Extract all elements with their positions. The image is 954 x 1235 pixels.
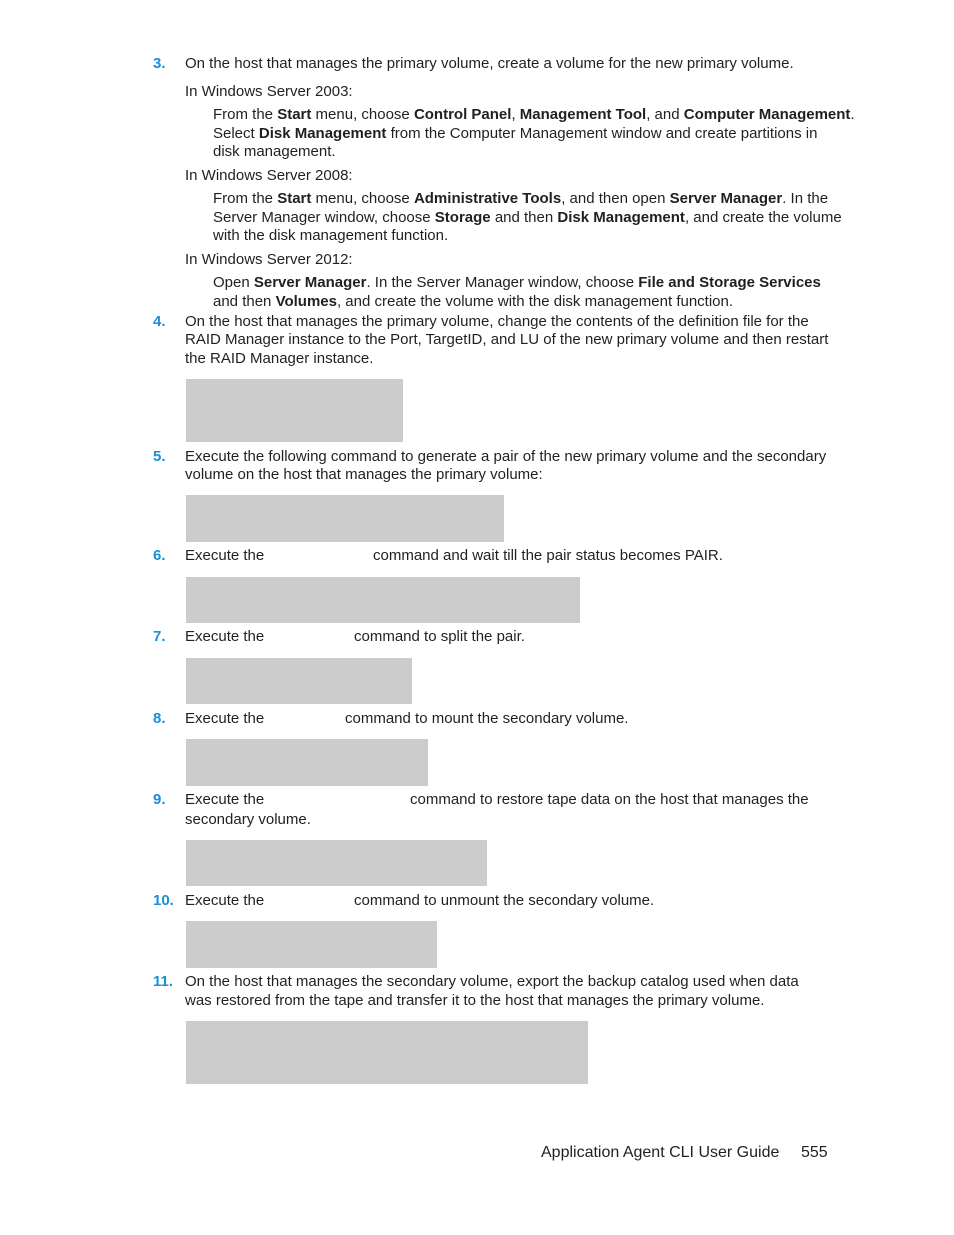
step-number: 11. xyxy=(153,973,174,990)
step-text: Execute the xyxy=(185,791,265,808)
step-text: command to unmount the secondary volume. xyxy=(354,892,655,909)
step-text: On the host that manages the primary volume, change the contents of the definition file for the xyxy=(185,313,809,330)
footer-title: Application Agent CLI User Guide xyxy=(541,1144,780,1161)
code-block xyxy=(186,577,580,623)
code-block xyxy=(186,495,504,542)
step-number: 3. xyxy=(153,55,166,72)
step-number: 6. xyxy=(153,547,166,564)
windows-2008-line: From the Start menu, choose Administrative Tools, and then open Server Manager. In the xyxy=(213,190,829,207)
step-number: 10. xyxy=(153,892,174,909)
step-text: was restored from the tape and transfer it to the host that manages the primary volume. xyxy=(185,992,765,1009)
windows-2003-line: From the Start menu, choose Control Panel, Management Tool, and Computer Management. xyxy=(213,106,855,123)
windows-2003-line: disk management. xyxy=(213,143,336,160)
step-text: On the host that manages the secondary volume, export the backup catalog used when data xyxy=(185,973,799,990)
step-number: 5. xyxy=(153,448,166,465)
step-text: command to mount the secondary volume. xyxy=(345,710,629,727)
step-text: RAID Manager instance to the Port, TargetID, and LU of the new primary volume and then restart xyxy=(185,331,829,348)
step-text: Execute the xyxy=(185,710,265,727)
step-text: the RAID Manager instance. xyxy=(185,350,374,367)
step-text: secondary volume. xyxy=(185,811,311,828)
code-block xyxy=(186,379,403,442)
step-text: command to split the pair. xyxy=(354,628,525,645)
windows-2012-heading: In Windows Server 2012: xyxy=(185,251,353,268)
step-text: command and wait till the pair status becomes PAIR. xyxy=(373,547,723,564)
step-text: command to restore tape data on the host that manages the xyxy=(410,791,809,808)
page-number: 555 xyxy=(801,1144,828,1161)
step-text: Execute the xyxy=(185,628,265,645)
code-block xyxy=(186,1021,588,1084)
windows-2012-line: and then Volumes, and create the volume with the disk management function. xyxy=(213,293,734,310)
code-block xyxy=(186,921,437,968)
code-block xyxy=(186,840,487,886)
step-text: On the host that manages the primary volume, create a volume for the new primary volume. xyxy=(185,55,794,72)
step-text: volume on the host that manages the primary volume: xyxy=(185,466,543,483)
step-number: 7. xyxy=(153,628,166,645)
step-text: Execute the xyxy=(185,547,265,564)
windows-2003-line: Select Disk Management from the Computer Management window and create partitions in xyxy=(213,125,818,142)
windows-2012-line: Open Server Manager. In the Server Manager window, choose File and Storage Services xyxy=(213,274,821,291)
windows-2008-line: with the disk management function. xyxy=(213,227,449,244)
windows-2008-line: Server Manager window, choose Storage and then Disk Management, and create the volume xyxy=(213,209,842,226)
windows-2003-heading: In Windows Server 2003: xyxy=(185,83,353,100)
step-text: Execute the xyxy=(185,892,265,909)
step-number: 8. xyxy=(153,710,166,727)
step-number: 9. xyxy=(153,791,166,808)
code-block xyxy=(186,658,412,704)
step-text: Execute the following command to generate a pair of the new primary volume and the secondary xyxy=(185,448,827,465)
step-number: 4. xyxy=(153,313,166,330)
windows-2008-heading: In Windows Server 2008: xyxy=(185,167,353,184)
code-block xyxy=(186,739,428,786)
